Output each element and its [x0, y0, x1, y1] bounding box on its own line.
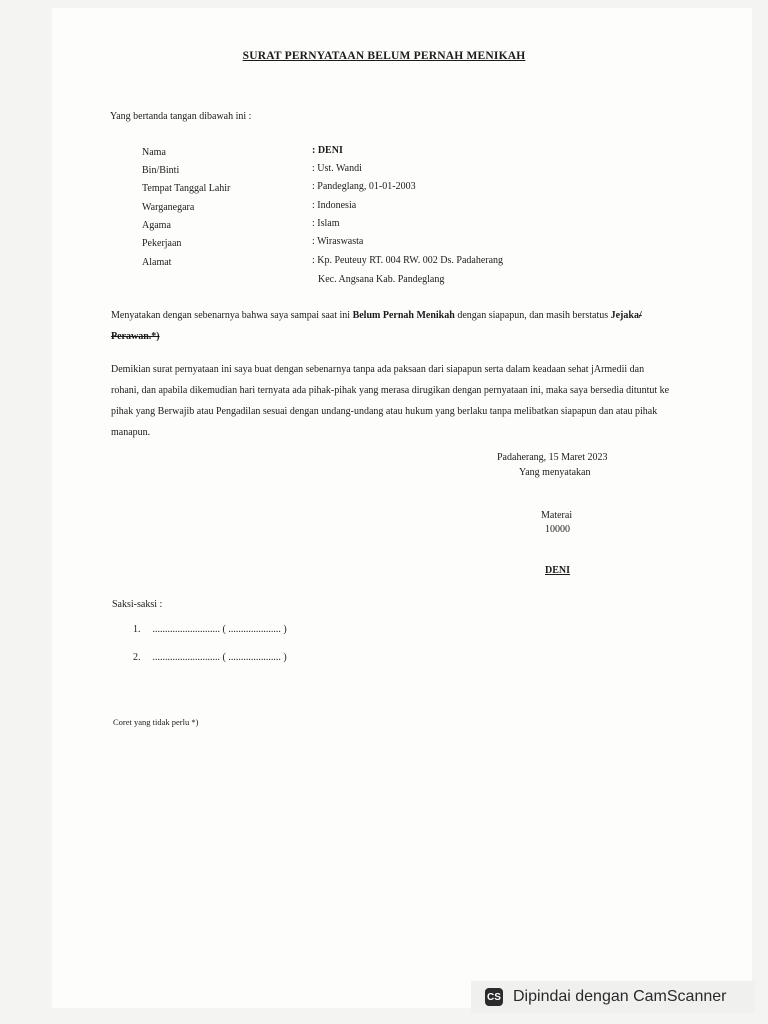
camscanner-logo-icon: CS	[485, 988, 503, 1006]
witness-title: Saksi-saksi :	[112, 599, 163, 610]
statement-part2: dengan siapapun, dan masih berstatus	[454, 310, 611, 321]
witness-number: 2.	[133, 652, 141, 663]
field-value-warganegara: : Indonesia	[312, 200, 357, 211]
statement-bold: Belum Pernah Menikah	[352, 310, 455, 321]
materai-value: 10000	[545, 524, 570, 535]
field-label-alamat: Alamat	[142, 257, 172, 268]
witness-blank: ........................... ( ..................... )	[152, 624, 287, 635]
footnote: Coret yang tidak perlu *)	[113, 717, 199, 727]
signer-name: DENI	[545, 565, 571, 576]
document-title: SURAT PERNYATAAN BELUM PERNAH MENIKAH	[242, 50, 526, 62]
field-value-alamat-line2: Kec. Angsana Kab. Pandeglang	[318, 274, 445, 285]
materai-label: Materai	[541, 510, 573, 521]
closing-paragraph: Demikian surat pernyataan ini saya buat dengan sebenarnya tanpa ada paksaan dari siapapun serta dalam keadaan sehat jArmedii dan rohani, dan apabila dikemudian hari ternyata ada pihak-pihak yang merasa dirugikan dengan pernyataan ini, maka saya bersedia dituntut ke pihak yang Berwajib atau Pengadilan sesuai dengan undang-undang atau hukum yang berlaku tanpa melibatkan siapapun dan atau pihak manapun.	[111, 364, 670, 438]
witness-blank: ........................... ( ..................... )	[152, 652, 287, 663]
field-value-pekerjaan: : Wiraswasta	[312, 236, 364, 247]
field-label-pekerjaan: Pekerjaan	[142, 238, 182, 249]
field-value-bin-binti: : Ust. Wandi	[312, 163, 362, 174]
field-label-nama: Nama	[142, 147, 166, 158]
document-page	[52, 8, 752, 1008]
statement-struck: / Perawan.*)	[111, 310, 642, 342]
field-value-ttl: : Pandeglang, 01-01-2003	[312, 181, 416, 192]
field-value-nama: : DENI	[312, 145, 343, 156]
statement-paragraph	[111, 305, 671, 347]
field-value-agama: : Islam	[312, 218, 340, 229]
field-label-agama: Agama	[142, 220, 171, 231]
witness-number: 1.	[133, 624, 141, 635]
field-value-alamat: : Kp. Peuteuy RT. 004 RW. 002 Ds. Padaherang	[312, 255, 504, 266]
camscanner-watermark	[471, 981, 755, 1013]
field-label-ttl: Tempat Tanggal Lahir	[142, 183, 231, 194]
witness-line-2	[133, 652, 287, 663]
watermark-text: Dipindai dengan CamScanner	[513, 988, 727, 1005]
field-label-warganegara: Warganegara	[142, 202, 195, 213]
statement-part1: Menyatakan dengan sebenarnya bahwa saya sampai saat ini	[111, 310, 353, 321]
statement-status: Jejaka	[610, 310, 639, 321]
place-date: Padaherang, 15 Maret 2023	[497, 452, 608, 463]
signer-role: Yang menyatakan	[519, 467, 591, 478]
field-label-bin-binti: Bin/Binti	[142, 165, 180, 176]
intro-text: Yang bertanda tangan dibawah ini :	[110, 111, 252, 122]
witness-line-1	[133, 624, 287, 635]
